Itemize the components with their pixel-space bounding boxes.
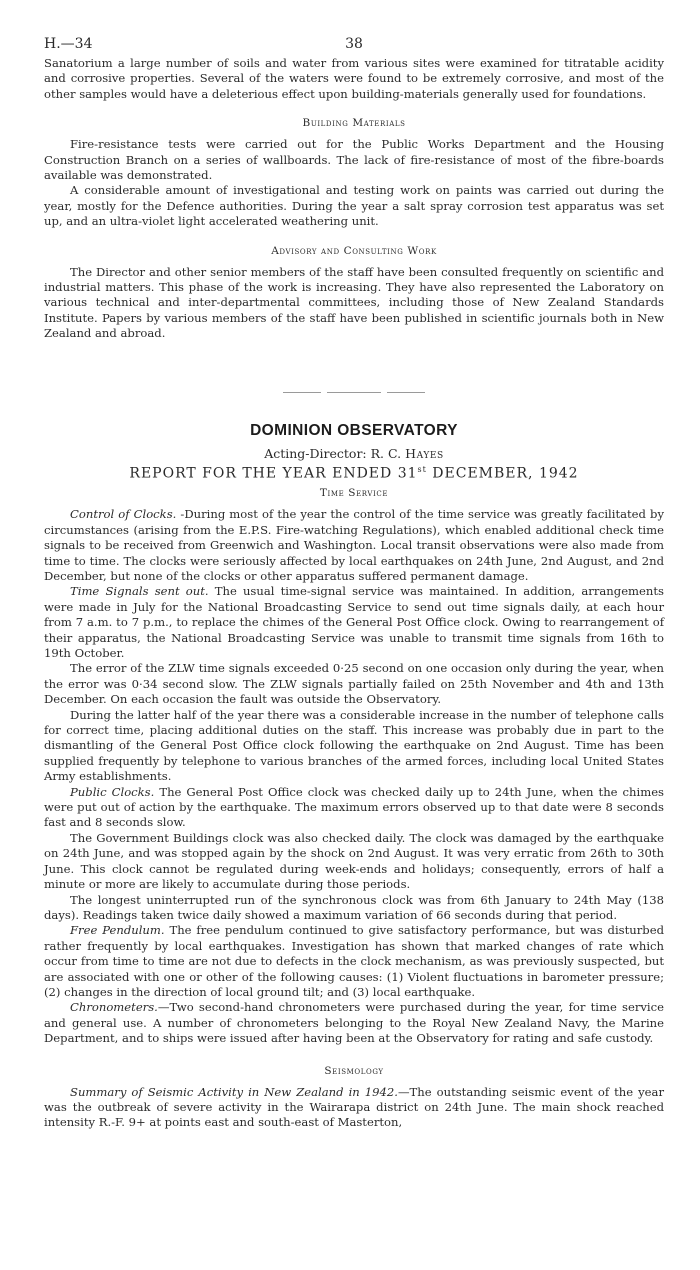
report-title-prefix: REPORT FOR THE YEAR ENDED 31 bbox=[129, 465, 418, 482]
control-of-clocks-label: Control of Clocks. bbox=[70, 507, 177, 522]
advisory-paragraph: The Director and other senior members of the staff have been consulted frequently on scientific and industrial matters. This phase of the work is increasing. They have also represented the Laboratory on various technical and inter-departmental committees, including those of New Zealand Standards Institute. Papers by various members of the staff have been published in scientific journals both in New Zealand and abroad. bbox=[44, 264, 664, 341]
telephone-paragraph: During the latter half of the year there was a considerable increase in the number of telephone calls for correct time, placing additional duties on the staff. This increase was probably due in part to the dismantling of the General Post Office clock following the earthquake on 2nd August. Time has been supplied frequently by telephone to various branches of the armed forces, including local United States Army establishments. bbox=[44, 707, 664, 784]
zlw-paragraph: The error of the ZLW time signals exceeded 0·25 second on one occasion only during the year, when the error was 0·34 second slow. The ZLW signals partially failed on 25th November and 4th and 13th December. On each occasion the fault was outside the Observatory. bbox=[44, 661, 664, 707]
running-header bbox=[44, 36, 664, 54]
acting-director-initials: R. C. bbox=[370, 445, 402, 461]
chronometers-label: Chronometers. bbox=[70, 1000, 158, 1015]
seismic-summary-label: Summary of Seismic Activity in New Zealand in 1942. bbox=[70, 1084, 398, 1099]
acting-director-surname: Hayes bbox=[405, 445, 444, 461]
time-signals-paragraph bbox=[44, 584, 664, 661]
free-pendulum-text: The free pendulum continued to give satisfactory performance, but was disturbed rather frequently by local earthquakes. Investigation has shown that marked changes of rate which occur from time to time are not due to defects in the clock mechanism, as was previously suspected, but are associated with one or other of the following causes: (1) Violent fluctuations in barometer pressure; (2) changes in the direction of local ground tilt; and (3) local earthquake. bbox=[44, 923, 664, 999]
report-title-suffix: DECEMBER, 1942 bbox=[432, 465, 579, 482]
building-materials-paragraph-1: Fire-resistance tests were carried out for the Public Works Department and the Housing Construction Branch on a series of wallboards. The lack of fire-resistance of most of the fibre-boards available was demonstrated. bbox=[44, 137, 664, 183]
control-of-clocks-paragraph bbox=[44, 507, 664, 584]
public-clocks-label: Public Clocks. bbox=[70, 784, 155, 799]
synchronous-clock-paragraph: The longest uninterrupted run of the synchronous clock was from 6th January to 24th May (138 days). Readings taken twice daily showed a maximum variation of 66 seconds during that period. bbox=[44, 892, 664, 922]
control-of-clocks-text: -During most of the year the control of the time service was greatly facilitated by circumstances (arising from the E.P.S. Fire-watching Regulations), which enabled additional check time signals to be received from Greenwich and Washington. Local transit observations were also made from time to time. The clocks were seriously affected by local earthquakes on 24th June, 2nd August, and 2nd December, but none of the clocks or other apparatus suffered permanent damage. bbox=[44, 507, 664, 583]
seismic-summary-text: —The outstanding seismic event of the year was the outbreak of severe activity in the Wairarapa district on 24th June. The main shock reached intensity R.-F. 9+ at points east and south-east of Masterton, bbox=[44, 1084, 664, 1130]
building-materials-paragraph-2: A considerable amount of investigational and testing work on paints was carried out during the year, mostly for the Defence authorities. During the year a salt spray corrosion test apparatus was set up, and an ultra-violet light accelerated weathering unit. bbox=[44, 183, 664, 229]
intro-paragraph: Sanatorium a large number of soils and water from various sites were examined for titratable acidity and corrosive properties. Several of the waters were found to be extremely corrosive, and most of the other samples would have a deleterious effect upon building-materials generally used for foundations. bbox=[44, 56, 664, 101]
time-signals-text: The usual time-signal service was maintained. In addition, arrangements were made in July for the National Broadcasting Service to send out time signals daily, at each hour from 7 a.m. to 7 p.m., to replace the chimes of the General Post Office clock. Owing to rearrangement of their apparatus, the National Broadcasting Service was unable to transmit time signals from 16th to 19th October. bbox=[44, 584, 664, 660]
seismic-summary-paragraph bbox=[44, 1085, 664, 1131]
observatory-title: DOMINION OBSERVATORY bbox=[250, 421, 458, 439]
public-clocks-text: The General Post Office clock was checked daily up to 24th June, when the chimes were put out of action by the earthquake. The maximum errors observed up to that date were 8 seconds fast and 8 seconds slow. bbox=[44, 784, 665, 830]
document-page bbox=[44, 36, 664, 1131]
free-pendulum-label: Free Pendulum. bbox=[70, 923, 165, 938]
chronometers-text: —Two second-hand chronometers were purchased during the year, for time service and general use. A number of chronometers belonging to the Royal New Zealand Navy, the Marine Department, and to ships were issued after having been at the Observatory for rating and safe custody. bbox=[44, 1000, 664, 1046]
acting-director-line bbox=[44, 446, 664, 461]
time-service-heading: Time Service bbox=[319, 487, 389, 500]
page-number: 38 bbox=[345, 36, 363, 52]
section-divider bbox=[44, 382, 664, 388]
seismology-heading: Seismology bbox=[324, 1064, 384, 1077]
report-title-sup: st bbox=[417, 464, 427, 474]
acting-director-label: Acting-Director: bbox=[264, 445, 367, 461]
series-number: H.—34 bbox=[44, 36, 93, 52]
free-pendulum-paragraph bbox=[44, 923, 664, 1000]
advisory-heading: Advisory and Consulting Work bbox=[271, 244, 437, 257]
building-materials-heading: Building Materials bbox=[302, 117, 406, 130]
report-title bbox=[44, 465, 664, 482]
time-signals-label: Time Signals sent out. bbox=[70, 584, 209, 599]
government-buildings-paragraph: The Government Buildings clock was also checked daily. The clock was damaged by the earthquake on 24th June, and was stopped again by the shock on 2nd August. It was very erratic from 26th to 30th June. This clock cannot be regulated during week-ends and holidays; consequently, errors of half a minute or more are likely to accumulate during those periods. bbox=[44, 830, 664, 892]
chronometers-paragraph bbox=[44, 1000, 664, 1046]
public-clocks-paragraph bbox=[44, 785, 664, 831]
